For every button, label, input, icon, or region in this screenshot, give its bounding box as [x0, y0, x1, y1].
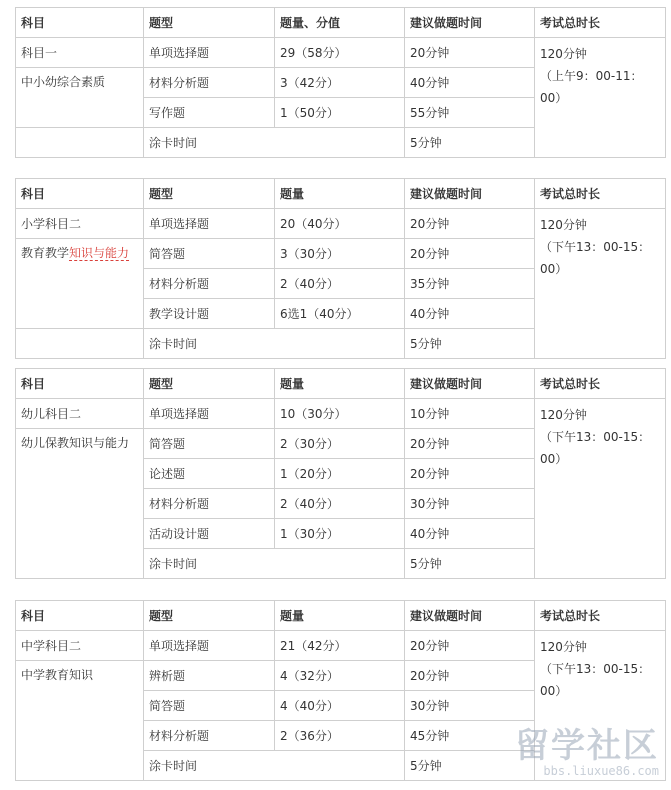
question-type: 单项选择题 — [144, 399, 275, 429]
question-type: 活动设计题 — [144, 519, 275, 549]
header-cell: 科目 — [16, 369, 144, 399]
subject-full-name: 幼儿保教知识与能力 — [16, 429, 144, 579]
question-type: 辨析题 — [144, 661, 275, 691]
suggested-time: 20分钟 — [405, 429, 535, 459]
header-cell: 科目 — [16, 601, 144, 631]
subject-name: 中学科目二 — [16, 631, 144, 661]
question-type: 材料分析题 — [144, 721, 275, 751]
suggested-time: 20分钟 — [405, 239, 535, 269]
table-header-row — [16, 179, 666, 209]
question-type: 单项选择题 — [144, 631, 275, 661]
question-qty: 4（40分） — [275, 691, 405, 721]
exam-table-middle-subject-2 — [15, 600, 666, 781]
card-time-label: 涂卡时间 — [144, 329, 405, 359]
question-qty: 2（40分） — [275, 489, 405, 519]
header-cell: 建议做题时间 — [405, 8, 535, 38]
suggested-time: 20分钟 — [405, 661, 535, 691]
question-type: 教学设计题 — [144, 299, 275, 329]
question-qty: 3（30分） — [275, 239, 405, 269]
header-cell: 考试总时长 — [535, 369, 666, 399]
suggested-time: 40分钟 — [405, 299, 535, 329]
suggested-time: 40分钟 — [405, 519, 535, 549]
header-cell: 题量 — [275, 601, 405, 631]
header-cell: 考试总时长 — [535, 601, 666, 631]
question-qty: 1（20分） — [275, 459, 405, 489]
total-duration — [535, 38, 666, 158]
suggested-time: 20分钟 — [405, 459, 535, 489]
question-qty: 6选1（40分） — [275, 299, 405, 329]
question-qty: 1（30分） — [275, 519, 405, 549]
total-duration — [535, 399, 666, 579]
card-time: 5分钟 — [405, 128, 535, 158]
exam-table-primary-subject-2 — [15, 178, 666, 359]
table-row — [16, 399, 666, 429]
table-header-row — [16, 601, 666, 631]
question-type: 材料分析题 — [144, 68, 275, 98]
total-duration — [535, 631, 666, 781]
suggested-time: 20分钟 — [405, 209, 535, 239]
subject-full-prefix: 教育教学 — [21, 246, 70, 260]
header-cell: 科目 — [16, 8, 144, 38]
question-qty: 3（42分） — [275, 68, 405, 98]
header-cell: 科目 — [16, 179, 144, 209]
card-time: 5分钟 — [405, 329, 535, 359]
header-cell: 考试总时长 — [535, 179, 666, 209]
total-duration-text: 120分钟 （下午13：00-15：00） — [540, 218, 651, 276]
question-type: 论述题 — [144, 459, 275, 489]
table-header-row — [16, 8, 666, 38]
suggested-time: 30分钟 — [405, 691, 535, 721]
card-time-label: 涂卡时间 — [144, 751, 405, 781]
question-qty: 2（30分） — [275, 429, 405, 459]
question-qty: 20（40分） — [275, 209, 405, 239]
subject-name: 小学科目二 — [16, 209, 144, 239]
suggested-time: 20分钟 — [405, 631, 535, 661]
suggested-time: 30分钟 — [405, 489, 535, 519]
header-cell: 题量、分值 — [275, 8, 405, 38]
exam-table-kindergarten-subject-2 — [15, 368, 666, 579]
subject-full-name: 中学教育知识 — [16, 661, 144, 781]
table-row — [16, 209, 666, 239]
table-row — [16, 631, 666, 661]
empty-cell — [16, 329, 144, 359]
suggested-time: 55分钟 — [405, 98, 535, 128]
header-cell: 题量 — [275, 369, 405, 399]
subject-name: 幼儿科目二 — [16, 399, 144, 429]
header-cell: 题量 — [275, 179, 405, 209]
suggested-time: 35分钟 — [405, 269, 535, 299]
card-time-label: 涂卡时间 — [144, 128, 405, 158]
suggested-time: 40分钟 — [405, 68, 535, 98]
header-cell: 题型 — [144, 601, 275, 631]
header-cell: 题型 — [144, 369, 275, 399]
total-duration-text: 120分钟 （下午13：00-15：00） — [540, 408, 651, 466]
total-duration-text: 120分钟 （上午9：00-11：00） — [540, 47, 643, 105]
subject-full-name: 中小幼综合素质 — [16, 68, 144, 128]
header-cell: 考试总时长 — [535, 8, 666, 38]
card-time: 5分钟 — [405, 549, 535, 579]
card-time-label: 涂卡时间 — [144, 549, 405, 579]
question-type: 材料分析题 — [144, 489, 275, 519]
header-cell: 题型 — [144, 8, 275, 38]
suggested-time: 20分钟 — [405, 38, 535, 68]
subject-name: 科目一 — [16, 38, 144, 68]
question-type: 单项选择题 — [144, 38, 275, 68]
subject-keyword-link[interactable]: 知识与能力 — [69, 246, 130, 260]
suggested-time: 10分钟 — [405, 399, 535, 429]
question-type: 材料分析题 — [144, 269, 275, 299]
header-cell: 建议做题时间 — [405, 369, 535, 399]
table-header-row — [16, 369, 666, 399]
card-time: 5分钟 — [405, 751, 535, 781]
question-type: 简答题 — [144, 239, 275, 269]
header-cell: 建议做题时间 — [405, 601, 535, 631]
empty-cell — [16, 128, 144, 158]
question-qty: 21（42分） — [275, 631, 405, 661]
watermark-logo: 留学社区 — [515, 726, 659, 766]
question-qty: 29（58分） — [275, 38, 405, 68]
suggested-time: 45分钟 — [405, 721, 535, 751]
question-type: 简答题 — [144, 691, 275, 721]
total-duration-text: 120分钟 （下午13：00-15：00） — [540, 640, 651, 698]
question-qty: 10（30分） — [275, 399, 405, 429]
subject-full-name — [16, 239, 144, 329]
question-qty: 1（50分） — [275, 98, 405, 128]
exam-table-subject-1 — [15, 7, 666, 158]
question-type: 写作题 — [144, 98, 275, 128]
question-qty: 2（40分） — [275, 269, 405, 299]
header-cell: 建议做题时间 — [405, 179, 535, 209]
header-cell: 题型 — [144, 179, 275, 209]
table-row — [16, 38, 666, 68]
question-qty: 2（36分） — [275, 721, 405, 751]
watermark-url: bbs.liuxue86.com — [543, 764, 659, 778]
question-qty: 4（32分） — [275, 661, 405, 691]
total-duration — [535, 209, 666, 359]
question-type: 单项选择题 — [144, 209, 275, 239]
question-type: 简答题 — [144, 429, 275, 459]
